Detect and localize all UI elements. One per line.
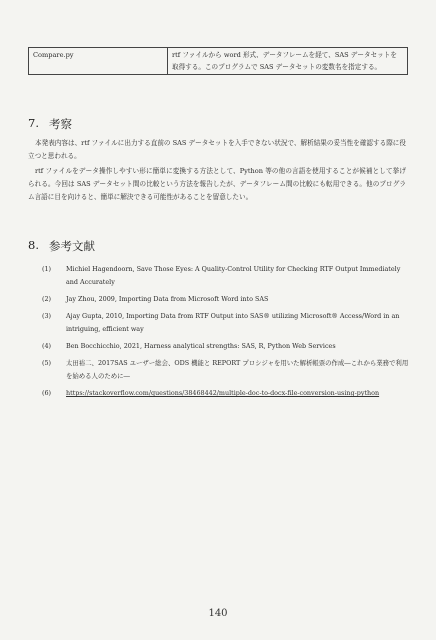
reference-number: (5) [42, 359, 52, 367]
section-number: 8. [28, 238, 39, 252]
reference-text: 太田裕二、2017SAS ユーザー総会、ODS 機能と REPORT プロシジャを用いた解析帳票の作成―これから業務で利用を始める人のために― [66, 359, 409, 380]
program-table [28, 47, 408, 75]
reference-text: Ben Bocchicchio, 2021, Harness analytical strengths: SAS, R, Python Web Services [66, 342, 336, 350]
reference-link[interactable]: https://stackoverflow.com/questions/38468442/multiple-doc-to-docx-file-conversion-using-python [66, 389, 380, 397]
reference-number: (4) [42, 342, 52, 350]
list-item [28, 387, 410, 400]
table-cell-program-name: Compare.py [29, 48, 168, 75]
list-item [28, 310, 410, 336]
reference-list [28, 263, 410, 404]
section-number: 7. [28, 116, 39, 130]
section-7-paragraph: rtf ファイルをデータ操作しやすい形に簡単に変換する方法として、Python 等の他の言語を使用することが候補として挙げられる。今回は SAS データセット間の比較という方法を報告したが、データフレーム間の比較にも転用できる。他のプログラム言語に目を向けると、簡単に解決できる可能性があることを留意したい。 [28, 167, 406, 201]
table-cell-program-description: rtf ファイルから word 形式、データフレームを経て、SAS データセットを取得する。このプログラムで SAS データセットの変数名を指定する。 [168, 48, 408, 75]
section-title: 考察 [48, 117, 72, 131]
page-number: 140 [208, 608, 228, 619]
reference-number: (3) [42, 312, 52, 320]
reference-number: (2) [42, 295, 52, 303]
section-8-heading [28, 238, 95, 254]
reference-number: (1) [42, 265, 52, 273]
list-item [28, 340, 410, 353]
list-item [28, 293, 410, 306]
list-item [28, 357, 410, 383]
section-7-heading [28, 116, 72, 132]
reference-text: Jay Zhou, 2009, Importing Data from Microsoft Word into SAS [66, 295, 269, 303]
section-7-paragraph: 本発表内容は、rtf ファイルに出力する直前の SAS データセットを入手できない状況で、解析結果の妥当性を確認する際に役立つと思われる。 [28, 139, 406, 160]
list-item [28, 263, 410, 289]
reference-text: Michiel Hagendoorn, Save Those Eyes: A Quality-Control Utility for Checking RTF Output Immediately and Accurately [66, 265, 401, 286]
reference-number: (6) [42, 389, 52, 397]
table-row [29, 48, 408, 75]
reference-text: Ajay Gupta, 2010, Importing Data from RTF Output into SAS® utilizing Microsoft® Access/Word in an intriguing, efficient way [66, 312, 400, 333]
section-title: 参考文献 [48, 239, 95, 253]
